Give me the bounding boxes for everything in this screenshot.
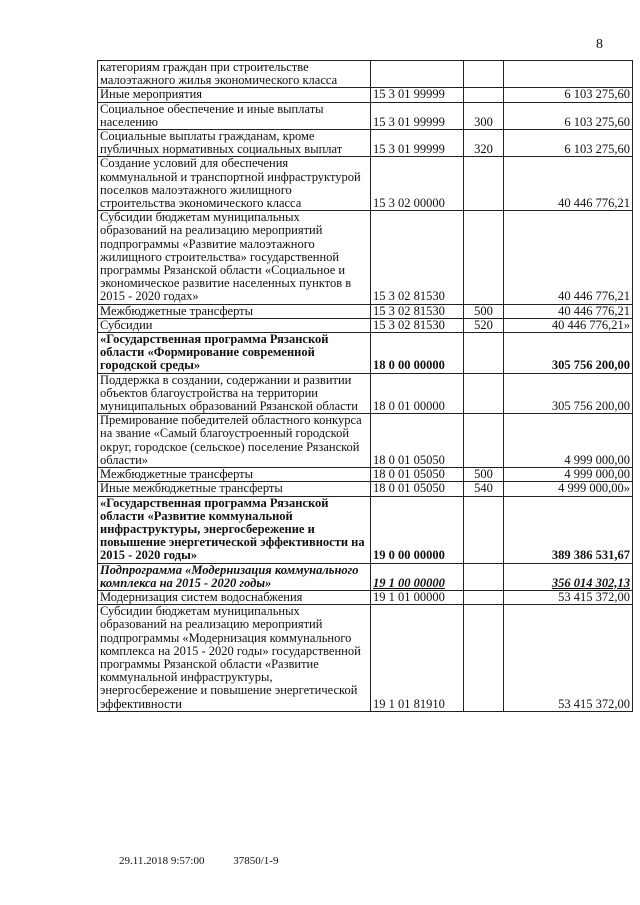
row-sum-cell: 6 103 275,60 bbox=[504, 102, 633, 129]
row-code-cell: 18 0 01 05050 bbox=[371, 482, 464, 496]
row-name-cell: Премирование победителей областного конкурса на звание «Самый благоустроенный городской округ, городское (сельское) поселение Рязанской области» bbox=[98, 414, 371, 468]
row-sum-cell: 40 446 776,21» bbox=[504, 318, 633, 332]
table-row bbox=[98, 102, 633, 129]
row-type-cell bbox=[464, 563, 504, 590]
row-sum-cell: 4 999 000,00 bbox=[504, 414, 633, 468]
table-row bbox=[98, 373, 633, 414]
table-row bbox=[98, 88, 633, 102]
row-name-cell: Модернизация систем водоснабжения bbox=[98, 590, 371, 604]
row-name-cell: Подпрограмма «Модернизация коммунального комплекса на 2015 - 2020 годы» bbox=[98, 563, 371, 590]
row-type-cell: 320 bbox=[464, 130, 504, 157]
page-number: 8 bbox=[596, 37, 603, 52]
row-code-cell: 19 0 00 00000 bbox=[371, 496, 464, 563]
footer bbox=[119, 855, 304, 867]
row-code-cell: 19 1 01 81910 bbox=[371, 605, 464, 712]
row-name-cell: Межбюджетные трансферты bbox=[98, 468, 371, 482]
row-sum-cell bbox=[504, 61, 633, 88]
table-row bbox=[98, 333, 633, 374]
row-name-cell: Иные мероприятия bbox=[98, 88, 371, 102]
row-code-cell: 15 3 01 99999 bbox=[371, 102, 464, 129]
row-type-cell bbox=[464, 88, 504, 102]
row-type-cell bbox=[464, 373, 504, 414]
row-code-cell: 18 0 00 00000 bbox=[371, 333, 464, 374]
row-type-cell: 500 bbox=[464, 468, 504, 482]
budget-table-body bbox=[98, 61, 633, 712]
row-name-cell: Поддержка в создании, содержании и развитии объектов благоустройства на территории муниципальных образований Рязанской области bbox=[98, 373, 371, 414]
row-code-cell: 18 0 01 05050 bbox=[371, 468, 464, 482]
row-type-cell bbox=[464, 211, 504, 304]
table-row bbox=[98, 61, 633, 88]
row-name-cell: Межбюджетные трансферты bbox=[98, 304, 371, 318]
row-sum-cell: 305 756 200,00 bbox=[504, 333, 633, 374]
row-code-cell: 15 3 01 99999 bbox=[371, 130, 464, 157]
row-type-cell: 520 bbox=[464, 318, 504, 332]
row-code-cell: 18 0 01 05050 bbox=[371, 414, 464, 468]
row-code-cell bbox=[371, 61, 464, 88]
row-sum-cell: 40 446 776,21 bbox=[504, 211, 633, 304]
row-name-cell: Социальные выплаты гражданам, кроме публичных нормативных социальных выплат bbox=[98, 130, 371, 157]
row-type-cell bbox=[464, 605, 504, 712]
footer-timestamp: 29.11.2018 9:57:00 bbox=[119, 855, 205, 867]
row-code-cell: 15 3 02 00000 bbox=[371, 157, 464, 211]
footer-doc-id: 37850/1-9 bbox=[233, 855, 279, 867]
row-name-cell: Субсидии бюджетам муниципальных образований на реализацию мероприятий подпрограммы «Модернизация коммунального комплекса на 2015 - 2020 годы» государственной программы Рязанской области «Развитие коммунальной инфраструктуры, энергосбережение и повышение энергетической эффективности bbox=[98, 605, 371, 712]
row-sum-cell: 305 756 200,00 bbox=[504, 373, 633, 414]
row-type-cell bbox=[464, 157, 504, 211]
table-row bbox=[98, 211, 633, 304]
row-name-cell: «Государственная программа Рязанской области «Формирование современной городской среды» bbox=[98, 333, 371, 374]
row-sum-cell: 53 415 372,00 bbox=[504, 590, 633, 604]
row-sum-cell: 389 386 531,67 bbox=[504, 496, 633, 563]
row-name-cell: Иные межбюджетные трансферты bbox=[98, 482, 371, 496]
row-name-cell: «Государственная программа Рязанской области «Развитие коммунальной инфраструктуры, энергосбережение и повышение энергетической эффективности на 2015 - 2020 годы» bbox=[98, 496, 371, 563]
row-type-cell bbox=[464, 414, 504, 468]
row-type-cell: 300 bbox=[464, 102, 504, 129]
row-sum-cell: 356 014 302,13 bbox=[504, 563, 633, 590]
table-row bbox=[98, 304, 633, 318]
row-code-cell: 18 0 01 00000 bbox=[371, 373, 464, 414]
row-name-cell: Создание условий для обеспечения коммунальной и транспортной инфраструктурой поселков малоэтажного жилищного строительства экономического класса bbox=[98, 157, 371, 211]
table-row bbox=[98, 590, 633, 604]
row-code-cell: 15 3 02 81530 bbox=[371, 304, 464, 318]
row-name-cell: категориям граждан при строительстве малоэтажного жилья экономического класса bbox=[98, 61, 371, 88]
row-type-cell: 500 bbox=[464, 304, 504, 318]
row-code-cell: 15 3 01 99999 bbox=[371, 88, 464, 102]
row-type-cell bbox=[464, 333, 504, 374]
row-name-cell: Социальное обеспечение и иные выплаты населению bbox=[98, 102, 371, 129]
table-row bbox=[98, 318, 633, 332]
table-row bbox=[98, 157, 633, 211]
row-type-cell: 540 bbox=[464, 482, 504, 496]
row-sum-cell: 6 103 275,60 bbox=[504, 130, 633, 157]
row-code-cell: 15 3 02 81530 bbox=[371, 211, 464, 304]
row-sum-cell: 40 446 776,21 bbox=[504, 157, 633, 211]
row-sum-cell: 4 999 000,00 bbox=[504, 468, 633, 482]
row-code-cell: 19 1 00 00000 bbox=[371, 563, 464, 590]
row-name-cell: Субсидии bbox=[98, 318, 371, 332]
row-type-cell bbox=[464, 590, 504, 604]
row-sum-cell: 53 415 372,00 bbox=[504, 605, 633, 712]
row-code-cell: 15 3 02 81530 bbox=[371, 318, 464, 332]
table-row bbox=[98, 496, 633, 563]
row-name-cell: Субсидии бюджетам муниципальных образований на реализацию мероприятий подпрограммы «Развитие малоэтажного жилищного строительства» государственной программы Рязанской области «Социальное и экономическое развитие населенных пунктов в 2015 - 2020 годах» bbox=[98, 211, 371, 304]
row-sum-cell: 40 446 776,21 bbox=[504, 304, 633, 318]
row-sum-cell: 6 103 275,60 bbox=[504, 88, 633, 102]
row-type-cell bbox=[464, 61, 504, 88]
table-row bbox=[98, 482, 633, 496]
row-sum-cell: 4 999 000,00» bbox=[504, 482, 633, 496]
table-row bbox=[98, 468, 633, 482]
table-row bbox=[98, 414, 633, 468]
table-row bbox=[98, 563, 633, 590]
row-code-cell: 19 1 01 00000 bbox=[371, 590, 464, 604]
budget-table bbox=[97, 60, 633, 712]
table-row bbox=[98, 605, 633, 712]
table-row bbox=[98, 130, 633, 157]
row-type-cell bbox=[464, 496, 504, 563]
